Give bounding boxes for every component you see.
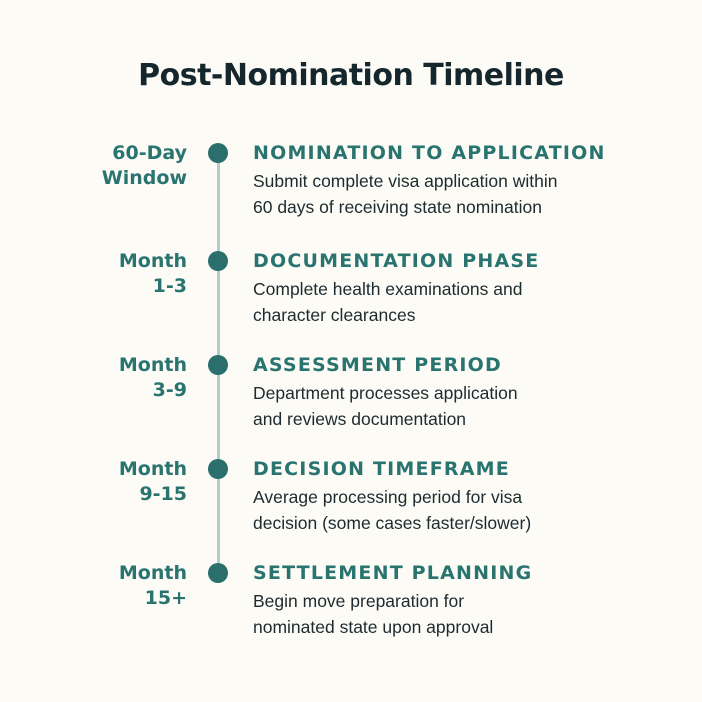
event-time-line-2: Window	[101, 167, 187, 189]
event-description	[253, 276, 673, 328]
timeline-marker	[208, 251, 228, 271]
event-time-label	[67, 457, 187, 507]
event-description-line-2: nominated state upon approval	[253, 617, 494, 637]
timeline-marker	[208, 459, 228, 479]
event-time-line-2: 9-15	[139, 483, 187, 505]
event-time-label	[67, 249, 187, 299]
event-time-label	[67, 141, 187, 191]
event-time-line-2: 3-9	[152, 379, 187, 401]
event-description	[253, 380, 673, 432]
page-title: Post-Nomination Timeline	[138, 58, 564, 93]
event-heading: ASSESSMENT PERIOD	[253, 354, 503, 376]
timeline-marker	[208, 563, 228, 583]
event-description-line-1: Submit complete visa application within	[253, 171, 558, 191]
event-description-line-2: 60 days of receiving state nomination	[253, 197, 542, 217]
event-description-line-2: decision (some cases faster/slower)	[253, 513, 532, 533]
event-heading: NOMINATION TO APPLICATION	[253, 142, 606, 164]
event-time-line-2: 15+	[144, 587, 187, 609]
timeline-event-settlement	[0, 561, 702, 661]
event-description-line-1: Begin move preparation for	[253, 591, 465, 611]
event-heading: SETTLEMENT PLANNING	[253, 562, 533, 584]
event-time-label	[67, 353, 187, 403]
event-description-line-1: Average processing period for visa	[253, 487, 523, 507]
event-heading: DOCUMENTATION PHASE	[253, 250, 540, 272]
event-description-line-2: character clearances	[253, 305, 416, 325]
timeline-event-assessment	[0, 353, 702, 453]
timeline-marker	[208, 143, 228, 163]
event-description	[253, 168, 673, 220]
event-time-line-1: 60-Day	[112, 142, 187, 164]
timeline-event-decision	[0, 457, 702, 557]
timeline-marker	[208, 355, 228, 375]
timeline-event-nomination	[0, 141, 702, 241]
event-time-line-2: 1-3	[152, 275, 187, 297]
timeline-event-documentation	[0, 249, 702, 349]
event-time-line-1: Month	[118, 354, 187, 376]
event-description	[253, 484, 673, 536]
event-time-label	[67, 561, 187, 611]
event-description-line-1: Complete health examinations and	[253, 279, 523, 299]
event-description-line-1: Department processes application	[253, 383, 518, 403]
event-time-line-1: Month	[118, 458, 187, 480]
event-description	[253, 588, 673, 640]
event-time-line-1: Month	[118, 250, 187, 272]
event-time-line-1: Month	[118, 562, 187, 584]
event-description-line-2: and reviews documentation	[253, 409, 467, 429]
event-heading: DECISION TIMEFRAME	[253, 458, 510, 480]
